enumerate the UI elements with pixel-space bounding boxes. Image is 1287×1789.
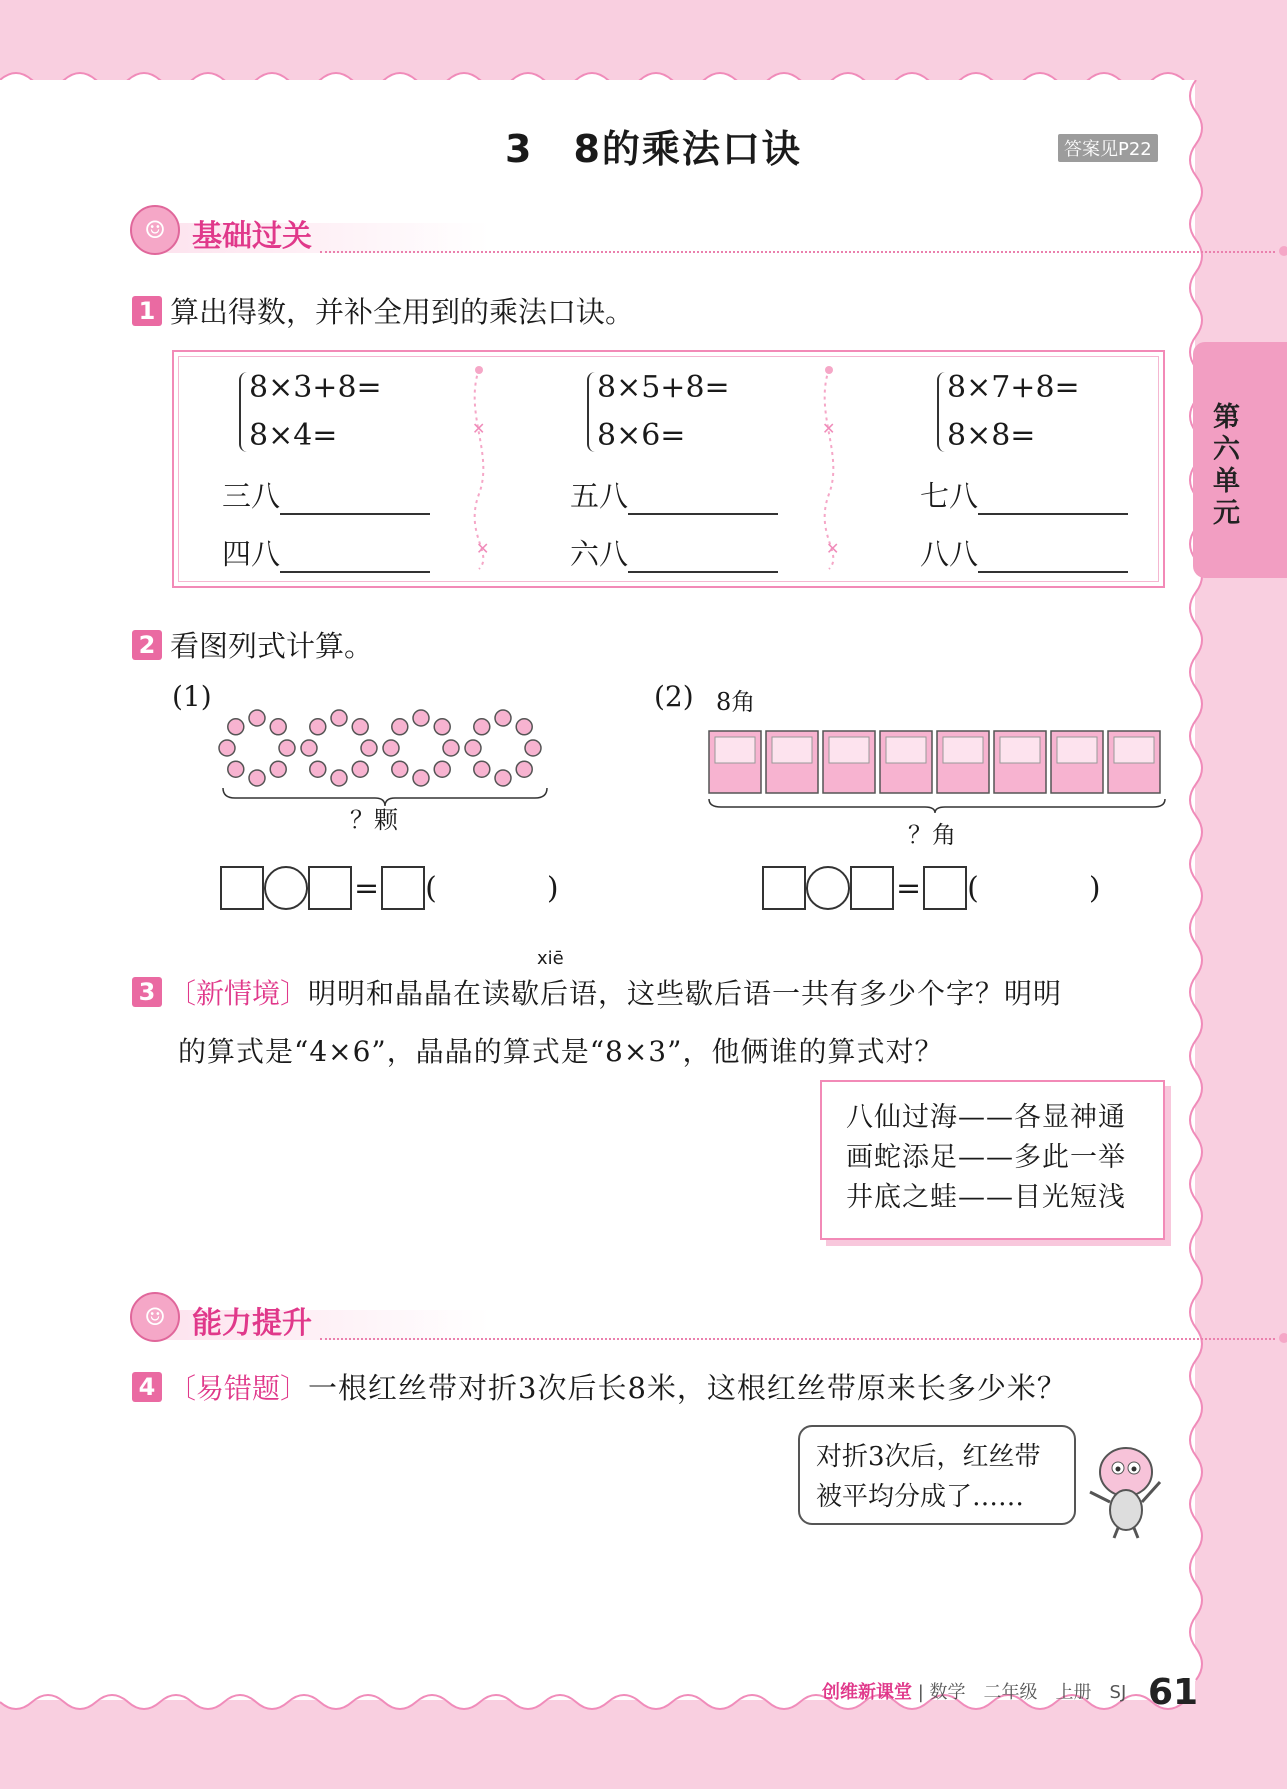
- bead: [249, 770, 265, 786]
- question-text: 看图列式计算。: [170, 629, 374, 663]
- wavy-right-border: [1178, 80, 1218, 1700]
- bead: [413, 710, 429, 726]
- section-advanced-title: 能力提升: [192, 1306, 312, 1341]
- bead: [219, 740, 235, 756]
- saying-line: 井底之蛙——目光短浅: [846, 1182, 1126, 1213]
- equation: 8×5+8=: [597, 370, 730, 405]
- hint-line: 对折3次后，红丝带: [816, 1442, 1041, 1472]
- page-number: 61: [1148, 1672, 1199, 1713]
- cartoon-mascot-icon: [1080, 1432, 1170, 1542]
- saying-line: 画蛇添足——多此一举: [846, 1142, 1126, 1173]
- book: [937, 731, 989, 793]
- rhyme-prefix: 五八: [570, 479, 629, 513]
- part-1-caption: ？颗: [350, 806, 398, 834]
- rhyme-fill-row: [570, 532, 778, 573]
- answer-blank[interactable]: [978, 483, 1128, 515]
- section-basic-header: [130, 205, 1160, 257]
- bead: [331, 770, 347, 786]
- answer-blank[interactable]: [280, 541, 430, 573]
- equation-group: [597, 364, 730, 460]
- equation: 8×3+8=: [249, 370, 382, 405]
- answer-box[interactable]: [308, 866, 352, 910]
- answer-box[interactable]: [762, 866, 806, 910]
- decorative-divider-icon: [464, 364, 494, 574]
- book: [994, 731, 1046, 793]
- decorative-divider-icon: [814, 364, 844, 574]
- operator-circle[interactable]: [806, 866, 850, 910]
- bead: [301, 740, 317, 756]
- question-text: 一根红丝带对折3次后长8米，这根红丝带原来长多少米？: [308, 1371, 1067, 1405]
- operator-circle[interactable]: [264, 866, 308, 910]
- book: [709, 731, 761, 793]
- part-1-formula: [220, 866, 559, 910]
- rhyme-prefix: 七八: [920, 479, 979, 513]
- answer-blank[interactable]: [280, 483, 430, 515]
- bead: [474, 761, 490, 777]
- question-3: [132, 972, 1062, 1012]
- answer-reference-badge: 答案见P22: [1058, 134, 1158, 162]
- equation: 8×6=: [597, 418, 686, 453]
- unit-side-tab: [1193, 342, 1287, 578]
- hint-speech-bubble: [798, 1425, 1076, 1525]
- rhyme-prefix: 四八: [222, 537, 281, 571]
- cartoon-face-icon: ☺: [130, 1292, 180, 1342]
- bead: [310, 761, 326, 777]
- answer-box[interactable]: [220, 866, 264, 910]
- bead: [495, 710, 511, 726]
- footer-info: 数学 二年级 上册 SJ: [929, 1682, 1127, 1703]
- bead: [525, 740, 541, 756]
- bead: [270, 719, 286, 735]
- equation: 8×7+8=: [947, 370, 1080, 405]
- question-text: 算出得数，并补全用到的乘法口诀。: [170, 295, 635, 329]
- rhyme-fill-row: [920, 532, 1128, 573]
- bead: [413, 770, 429, 786]
- bead: [495, 770, 511, 786]
- bead: [331, 710, 347, 726]
- paren-open: (: [425, 870, 437, 906]
- equation: 8×8=: [947, 418, 1036, 453]
- dots-icon: [1278, 1330, 1287, 1346]
- answer-blank[interactable]: [628, 483, 778, 515]
- answer-box[interactable]: [381, 866, 425, 910]
- rhyme-fill-row: [222, 532, 430, 573]
- svg-text:✕: ✕: [822, 419, 836, 438]
- paren-close: ): [1088, 870, 1101, 906]
- cartoon-face-icon: ☺: [130, 205, 180, 255]
- bead: [279, 740, 295, 756]
- dotted-divider: [320, 1338, 1275, 1340]
- bead: [516, 719, 532, 735]
- question-tag: 〔易错题〕: [168, 1371, 309, 1405]
- bead: [443, 740, 459, 756]
- part-2-label: (2): [654, 680, 694, 713]
- bead: [361, 740, 377, 756]
- answer-blank[interactable]: [978, 541, 1128, 573]
- question-4: [132, 1366, 1067, 1407]
- question-tag: 〔新情境〕: [168, 977, 309, 1010]
- brace: [239, 372, 249, 452]
- part-1-label: (1): [172, 680, 212, 713]
- bead: [392, 761, 408, 777]
- book: [1108, 731, 1160, 793]
- bead: [352, 719, 368, 735]
- bead: [352, 761, 368, 777]
- bead: [228, 719, 244, 735]
- bead: [310, 719, 326, 735]
- hint-line: 被平均分成了……: [816, 1482, 1025, 1512]
- brace: [709, 799, 1165, 813]
- rhyme-fill-row: [570, 474, 778, 515]
- pinyin-annotation: xiē: [537, 948, 564, 969]
- rhyme-fill-row: [920, 474, 1128, 515]
- page-title: 3 8的乘法口诀: [505, 127, 802, 171]
- sayings-scroll: [820, 1080, 1165, 1240]
- svg-text:✕: ✕: [476, 539, 490, 558]
- bead: [474, 719, 490, 735]
- svg-text:✕: ✕: [826, 539, 840, 558]
- bead: [249, 710, 265, 726]
- unit-side-tab-label: 第六单元: [1213, 402, 1240, 529]
- bead: [392, 719, 408, 735]
- brace: [937, 372, 947, 452]
- question-text: 明明和晶晶在读歇后语，这些歇后语一共有多少个字？明明: [308, 977, 1063, 1010]
- book: [766, 731, 818, 793]
- question-2: [132, 624, 373, 665]
- paren-open: (: [967, 870, 979, 906]
- bead: [516, 761, 532, 777]
- answer-box[interactable]: [850, 866, 894, 910]
- question-number: 4: [132, 1372, 162, 1402]
- section-basic-title: 基础过关: [192, 219, 312, 254]
- saying-line: 八仙过海——各显神通: [846, 1102, 1126, 1133]
- brace: [587, 372, 597, 452]
- svg-text:✕: ✕: [472, 419, 486, 438]
- equals-sign: =: [354, 870, 380, 906]
- bead: [383, 740, 399, 756]
- bead: [434, 761, 450, 777]
- question-number: 2: [132, 630, 162, 660]
- dots-icon: [1278, 243, 1287, 259]
- rhyme-prefix: 八八: [920, 537, 979, 571]
- paren-close: ): [546, 870, 559, 906]
- part-2-price: 8角: [716, 688, 756, 716]
- equation-group: [947, 364, 1080, 460]
- answer-blank[interactable]: [628, 541, 778, 573]
- part-2-caption: ？角: [908, 821, 956, 849]
- rhyme-prefix: 三八: [222, 479, 281, 513]
- book: [823, 731, 875, 793]
- bead: [228, 761, 244, 777]
- equation-group: [249, 364, 382, 460]
- bead: [434, 719, 450, 735]
- books-illustration: [705, 725, 1170, 815]
- dotted-divider: [320, 251, 1275, 253]
- rhyme-prefix: 六八: [570, 537, 629, 571]
- answer-box[interactable]: [923, 866, 967, 910]
- bead: [270, 761, 286, 777]
- question-number: 3: [132, 977, 162, 1007]
- section-advanced-header: [130, 1292, 1160, 1344]
- footer-brand: 创维新课堂: [822, 1682, 912, 1703]
- question-1: [132, 290, 634, 331]
- question-1-box: [172, 350, 1165, 588]
- page-footer: 创维新课堂 | 数学 二年级 上册 SJ 61: [822, 1672, 1199, 1713]
- question-number: 1: [132, 296, 162, 326]
- book: [1051, 731, 1103, 793]
- rhyme-fill-row: [222, 474, 430, 515]
- equals-sign: =: [896, 870, 922, 906]
- equation: 8×4=: [249, 418, 338, 453]
- part-2-formula: [762, 866, 1101, 910]
- question-3-line2: 的算式是“4×6”，晶晶的算式是“8×3”，他俩谁的算式对？: [178, 1035, 944, 1068]
- book: [880, 731, 932, 793]
- bead: [465, 740, 481, 756]
